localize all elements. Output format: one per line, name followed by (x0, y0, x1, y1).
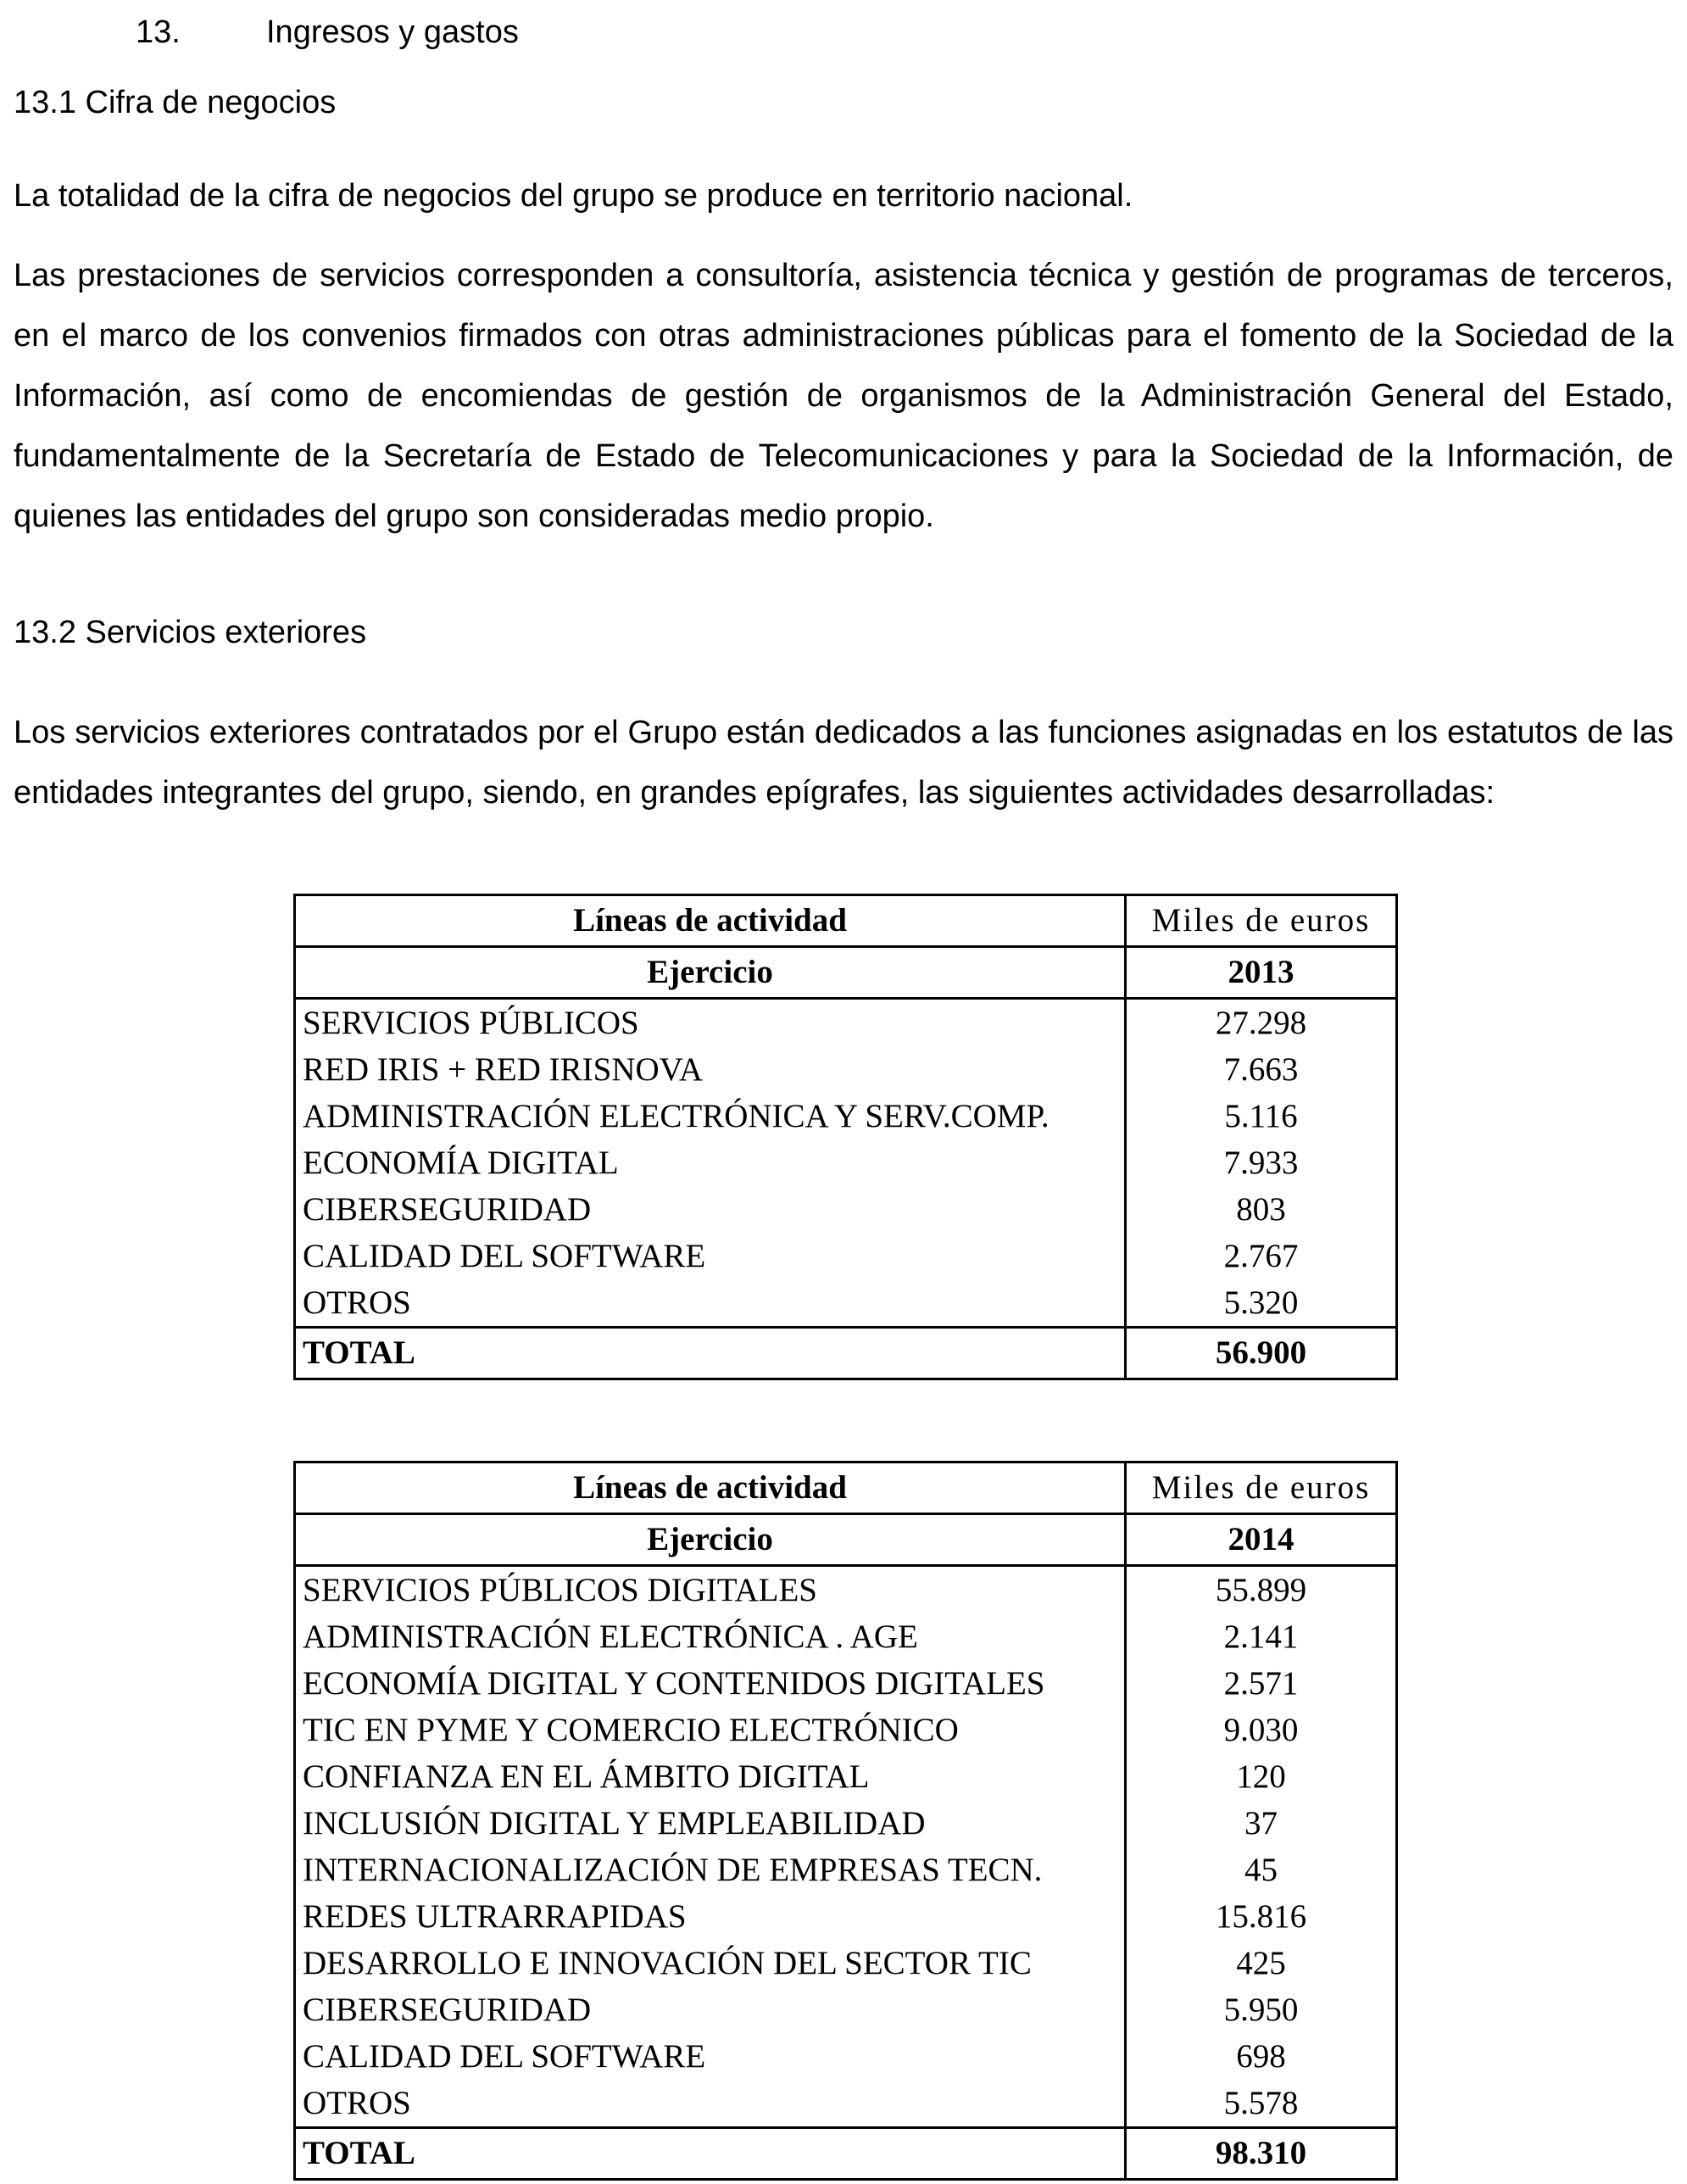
activity-label: ADMINISTRACIÓN ELECTRÓNICA . AGE (295, 1613, 1126, 1660)
activity-label: CIBERSEGURIDAD (295, 1186, 1126, 1233)
activity-label: ECONOMÍA DIGITAL Y CONTENIDOS DIGITALES (295, 1660, 1126, 1707)
table-row (295, 999, 1397, 1047)
activity-label: DESARROLLO E INNOVACIÓN DEL SECTOR TIC (295, 1940, 1126, 1986)
activity-value: 7.663 (1126, 1046, 1397, 1093)
table-year-row (295, 1514, 1397, 1566)
activity-value: 425 (1126, 1940, 1397, 1986)
table-header-row (295, 895, 1397, 947)
table-row (295, 1046, 1397, 1093)
year-label: 2014 (1126, 1514, 1397, 1566)
activity-label: INCLUSIÓN DIGITAL Y EMPLEABILIDAD (295, 1800, 1126, 1847)
column-header-activity: Líneas de actividad (295, 1462, 1126, 1514)
total-value: 98.310 (1126, 2128, 1397, 2180)
activity-value: 2.767 (1126, 1233, 1397, 1279)
table-row (295, 1940, 1397, 1986)
activity-value: 27.298 (1126, 999, 1397, 1047)
activity-value: 803 (1126, 1186, 1397, 1233)
total-row (295, 2128, 1397, 2180)
total-label: TOTAL (295, 1328, 1126, 1379)
activity-label: SERVICIOS PÚBLICOS DIGITALES (295, 1566, 1126, 1614)
activity-value: 7.933 (1126, 1139, 1397, 1186)
total-value: 56.900 (1126, 1328, 1397, 1379)
column-header-activity: Líneas de actividad (295, 895, 1126, 947)
table-row (295, 2033, 1397, 2080)
activity-value: 2.571 (1126, 1660, 1397, 1707)
activity-value: 698 (1126, 2033, 1397, 2080)
activity-value: 15.816 (1126, 1893, 1397, 1940)
activity-value: 55.899 (1126, 1566, 1397, 1614)
ejercicio-label: Ejercicio (295, 1514, 1126, 1566)
activity-label: OTROS (295, 1279, 1126, 1328)
activity-label: RED IRIS + RED IRISNOVA (295, 1046, 1126, 1093)
subsection-heading-13-1: 13.1 Cifra de negocios (14, 85, 337, 120)
section-number: 13. (136, 14, 181, 50)
table-row (295, 1660, 1397, 1707)
table-year-row (295, 947, 1397, 999)
table-row (295, 1707, 1397, 1753)
table-row (295, 1093, 1397, 1139)
table-row (295, 1753, 1397, 1800)
year-label: 2013 (1126, 947, 1397, 999)
activity-value: 2.141 (1126, 1613, 1397, 1660)
paragraph-prestaciones: Las prestaciones de servicios corresponden a consultoría, asistencia técnica y gestión de programas de terceros, en el marco de los convenios firmados con otras administraciones públicas para el fomento de la Sociedad de la Información, así como de encomiendas de gestión de organismos de la Administración General del Estado, fundamentalmente de la Secretaría de Estado de Telecomunicaciones y para la Sociedad de la Información, de quienes las entidades del grupo son consideradas medio propio. (14, 258, 1673, 534)
paragraph-cifra-negocios: La totalidad de la cifra de negocios del grupo se produce en territorio nacional. (14, 178, 1133, 214)
column-header-unit: Miles de euros (1126, 1462, 1397, 1514)
activity-label: CIBERSEGURIDAD (295, 1986, 1126, 2033)
activity-table-2014 (293, 1461, 1398, 2181)
column-header-unit: Miles de euros (1126, 895, 1397, 947)
table-row (295, 1893, 1397, 1940)
table-row (295, 1986, 1397, 2033)
activity-label: REDES ULTRARRAPIDAS (295, 1893, 1126, 1940)
table-row (295, 1186, 1397, 1233)
activity-value: 5.578 (1126, 2080, 1397, 2128)
activity-label: CONFIANZA EN EL ÁMBITO DIGITAL (295, 1753, 1126, 1800)
activity-label: INTERNACIONALIZACIÓN DE EMPRESAS TECN. (295, 1847, 1126, 1893)
activity-value: 120 (1126, 1753, 1397, 1800)
table-row (295, 1613, 1397, 1660)
table-row (295, 1139, 1397, 1186)
activity-label: SERVICIOS PÚBLICOS (295, 999, 1126, 1047)
activity-value: 45 (1126, 1847, 1397, 1893)
activity-label: OTROS (295, 2080, 1126, 2128)
activity-value: 9.030 (1126, 1707, 1397, 1753)
table-row (295, 1800, 1397, 1847)
activity-label: ECONOMÍA DIGITAL (295, 1139, 1126, 1186)
total-label: TOTAL (295, 2128, 1126, 2180)
table-row (295, 1279, 1397, 1328)
table-row (295, 1566, 1397, 1614)
activity-label: TIC EN PYME Y COMERCIO ELECTRÓNICO (295, 1707, 1126, 1753)
activity-value: 37 (1126, 1800, 1397, 1847)
total-row (295, 1328, 1397, 1379)
ejercicio-label: Ejercicio (295, 947, 1126, 999)
activity-table-2013 (293, 894, 1398, 1380)
activity-value: 5.320 (1126, 1279, 1397, 1328)
table-row (295, 2080, 1397, 2128)
section-heading (136, 12, 519, 53)
table-header-row (295, 1462, 1397, 1514)
activity-label: CALIDAD DEL SOFTWARE (295, 2033, 1126, 2080)
activity-label: CALIDAD DEL SOFTWARE (295, 1233, 1126, 1279)
table-row (295, 1233, 1397, 1279)
paragraph-servicios-exteriores: Los servicios exteriores contratados por el Grupo están dedicados a las funciones asignadas en los estatutos de las entidades integrantes del grupo, siendo, en grandes epígrafes, las siguientes actividades desarrolladas: (14, 715, 1673, 811)
activity-value: 5.116 (1126, 1093, 1397, 1139)
section-title: Ingresos y gastos (266, 14, 519, 50)
table-row (295, 1847, 1397, 1893)
subsection-heading-13-2: 13.2 Servicios exteriores (14, 615, 367, 650)
activity-value: 5.950 (1126, 1986, 1397, 2033)
activity-label: ADMINISTRACIÓN ELECTRÓNICA Y SERV.COMP. (295, 1093, 1126, 1139)
